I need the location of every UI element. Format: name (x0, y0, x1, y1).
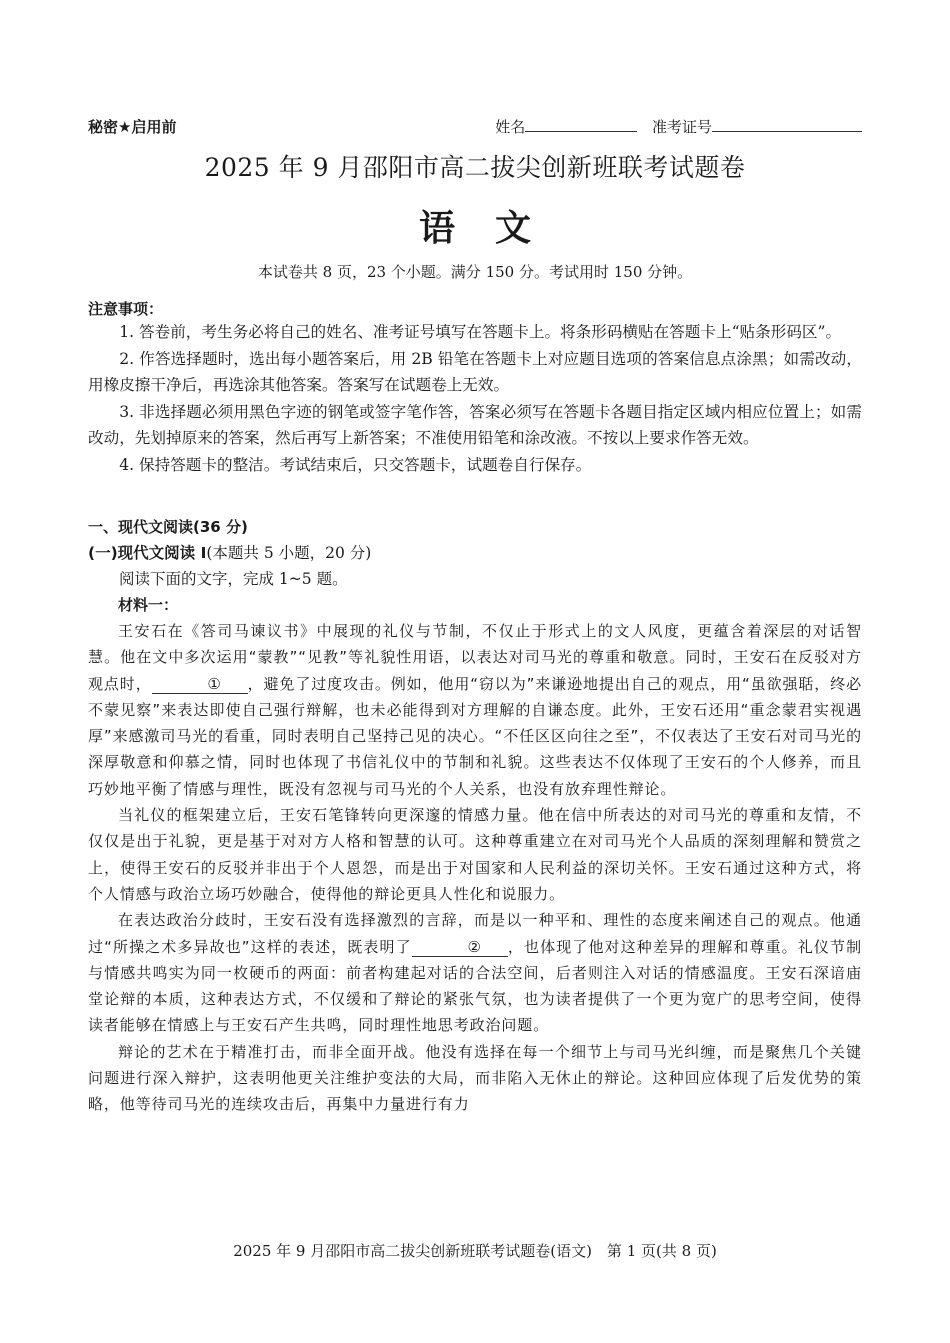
secret-label: 秘密★启用前 (88, 118, 177, 136)
name-blank (525, 117, 637, 132)
passage-paragraph: 辩论的艺术在于精准打击，而非全面开战。他没有选择在每一个细节上与司马光纠缠，而是聚焦几个关键问题进行深入辩护，这表明他更关注维护变法的大局，而非陷入无休止的辩论。这种回应体现了后发优势的策略，他等待司马光的连续攻击后，再集中力量进行有力 (88, 1042, 862, 1114)
note-item: 1. 答卷前，考生务必将自己的姓名、准考证号填写在答题卡上。将条形码横贴在答题卡上“贴条形码区”。 (119, 323, 842, 341)
blank-1: ① (152, 675, 248, 694)
passage-paragraph: 在表达政治分歧时，王安石没有选择激烈的言辞，而是以一种平和、理性的态度来阐述自己的观点。他通过“所操之术多异故也”这样的表述，既表明了 ② ，也体现了他对这种差异的理解和尊重。礼仪节制与情感共鸣实为同一枚硬币的两面：前者构建起对话的合法空间，后者则注入对话的情感温度。王安石深谙庙堂论辩的本质，这种表达方式，不仅缓和了辩论的紧张气氛，也为读者提供了一个更为宽广的思考空间，使得读者能够在情感上与王安石产生共鸣，同时理性地思考政治问题。 (88, 911, 862, 1035)
section-heading: 一、现代文阅读(36 分) (88, 518, 248, 536)
id-blank (712, 117, 862, 132)
candidate-fields (495, 116, 862, 137)
reading-passage (88, 618, 862, 1118)
exam-info: 本试卷共 8 页，23 个小题。满分 150 分。考试用时 150 分钟。 (257, 263, 693, 281)
sub-section-info: (本题共 5 小题，20 分) (206, 544, 372, 562)
sub-section-heading (88, 540, 862, 566)
passage-paragraph: 王安石在《答司马谏议书》中展现的礼仪与节制，不仅止于形式上的文人风度，更蕴含着深层的对话智慧。他在文中多次运用“蒙教”“见教”等礼貌性用语，以表达对司马光的尊重和敬意。同时，王安石在反驳对方观点时， ① ，避免了过度攻击。例如，他用“窃以为”来谦逊地提出自己的观点，用“虽欲强聒，终必不蒙见察”来表达即使自己强行辩解，也未必能得到对方理解的自谦态度。此外，王安石还用“重念蒙君实视遇厚”来感激司马光的看重，同时表明自己坚持己见的决心。“不任区区向往之至”，不仅表达了王安石对司马光的深厚敬意和仰慕之情，同时也体现了书信礼仪中的节制和礼貌。这些表达不仅体现了王安石的个人修养，而且巧妙地平衡了情感与理性，既没有忽视与司马光的个人关系，也没有放弃理性辩论。 (88, 622, 862, 798)
sub-section-title: (一)现代文阅读 I (88, 544, 207, 562)
reading-instruction: 阅读下面的文字，完成 1~5 题。 (119, 570, 348, 588)
exam-title: 2025 年 9 月邵阳市高二拔尖创新班联考试题卷 (204, 153, 746, 182)
notes-heading: 注意事项： (88, 300, 164, 318)
exam-page (88, 112, 862, 1118)
material-label: 材料一： (118, 596, 179, 614)
header-row (88, 112, 862, 140)
note-item: 2. 作答选择题时，选出每小题答案后，用 2B 铅笔在答题卡上对应题目选项的答案信息点涂黑；如需改动，用橡皮擦干净后，再选涂其他答案。答案写在试题卷上无效。 (88, 349, 862, 394)
page-footer: 2025 年 9 月邵阳市高二拔尖创新班联考试题卷(语文) 第 1 页(共 8 页) (233, 1242, 717, 1260)
blank-2: ② (412, 938, 508, 957)
subject-title: 语文 (418, 208, 571, 249)
id-label: 准考证号 (651, 118, 712, 136)
note-item: 3. 非选择题必须用黑色字迹的钢笔或签字笔作答，答案必须写在答题卡各题目指定区域内相应位置上；如需改动，先划掉原来的答案，然后再写上新答案；不准使用铅笔和涂改液。不按以上要求作答无效。 (88, 402, 862, 447)
note-item: 4. 保持答题卡的整洁。考试结束后，只交答题卡，试题卷自行保存。 (119, 455, 592, 474)
passage-paragraph: 当礼仪的框架建立后，王安石笔锋转向更深邃的情感力量。他在信中所表达的对司马光的尊重和友情，不仅仅是出于礼貌，更是基于对对方人格和智慧的认可。这种尊重建立在对司马光个人品质的深刻理解和赞赏之上，使得王安石的反驳并非出于个人恩怨，而是出于对国家和人民利益的深切关怀。王安石通过这种方式，将个人情感与政治立场巧妙融合，使得他的辩论更具人性化和说服力。 (88, 806, 862, 903)
notes-list (88, 319, 862, 478)
name-label: 姓名 (495, 118, 526, 136)
